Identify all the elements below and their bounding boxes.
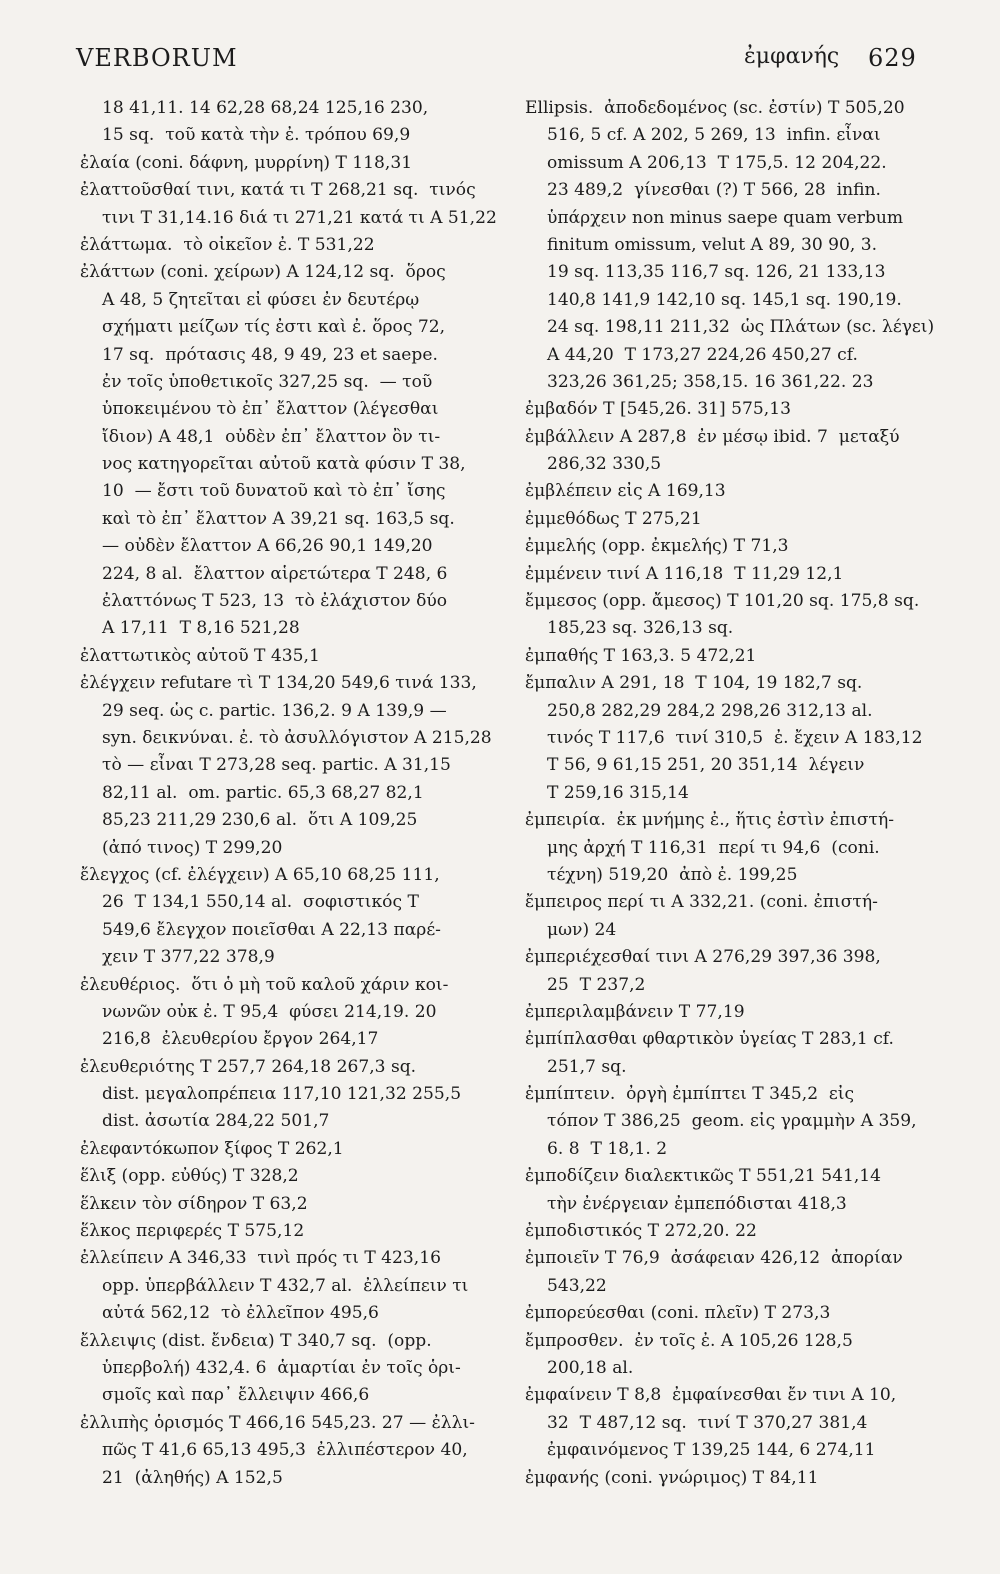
entry-continuation-line: 82,11 al. om. partic. 65,3 68,27 82,1 <box>102 782 424 803</box>
entry-headword-line: ἐμπειρία. ἐκ μνήμης ἐ., ἥτις ἐστὶν ἐπιστή- <box>525 810 895 831</box>
entry-continuation-line: 18 41,11. 14 62,28 68,24 125,16 230, <box>102 98 429 118</box>
entry-headword-line: ἐλαττωτικὸς αὐτοῦ T 435,1 <box>80 645 320 666</box>
entry-continuation-line: ἐλαττόνως T 523, 13 τὸ ἐλάχιστον δύο <box>102 591 448 612</box>
entry-continuation-line: 24 sq. 198,11 211,32 ὡς Πλάτων (sc. λέγει) <box>547 317 935 338</box>
entry-headword-line: ἐλευθεριότης T 257,7 264,18 267,3 sq. <box>80 1056 417 1077</box>
entry-headword-line: ἐλεφαντόκωπον ξίφος T 262,1 <box>80 1138 344 1159</box>
entry-continuation-line: syn. δεικνύναι. ἐ. τὸ ἀσυλλόγιστον A 215,28 <box>102 727 492 748</box>
entry-headword-line: ἐμφαίνειν T 8,8 ἐμφαίνεσθαι ἔν τινι A 10, <box>525 1385 897 1406</box>
entry-continuation-line: 216,8 ἐλευθερίου ἔργον 264,17 <box>102 1029 379 1050</box>
entry-continuation-line: 15 sq. τοῦ κατὰ τὴν ἐ. τρόπου 69,9 <box>102 125 411 146</box>
entry-continuation-line: 286,32 330,5 <box>547 454 662 475</box>
entry-continuation-line: ἐμφαινόμενος T 139,25 144, 6 274,11 <box>547 1440 876 1461</box>
entry-continuation-line: τινός T 117,6 τινί 310,5 ἐ. ἔχειν A 183,12 <box>547 727 923 748</box>
entry-continuation-line: 200,18 al. <box>547 1357 634 1378</box>
entry-headword-line: ἐλέγχειν refutare τὶ T 134,20 549,6 τινά 133, <box>80 673 477 694</box>
entry-continuation-line: 25 T 237,2 <box>547 974 646 995</box>
entry-continuation-line: A 17,11 T 8,16 521,28 <box>102 618 300 639</box>
entry-headword-line: ἐμμεθόδως T 275,21 <box>525 508 702 529</box>
entry-headword-line: ἐμβλέπειν εἰς A 169,13 <box>525 481 726 502</box>
entry-continuation-line: omissum A 206,13 T 175,5. 12 204,22. <box>547 152 887 173</box>
entry-continuation-line: dist. μεγαλοπρέπεια 117,10 121,32 255,5 <box>102 1084 462 1105</box>
entry-headword-line: ἐμπορεύεσθαι (coni. πλεῖν) T 273,3 <box>525 1303 831 1324</box>
entry-continuation-line: — οὐδὲν ἔλαττον A 66,26 90,1 149,20 <box>102 536 433 557</box>
entry-continuation-line: 251,7 sq. <box>547 1056 627 1077</box>
left-column <box>80 95 506 1492</box>
entry-continuation-line: ὑπάρχειν non minus saepe quam verbum <box>547 207 904 228</box>
entry-headword-line: ἐλαττοῦσθαί τινι, κατά τι T 268,21 sq. τινός <box>80 180 476 201</box>
entry-continuation-line: μης ἀρχή T 116,31 περί τι 94,6 (coni. <box>547 837 880 858</box>
entry-continuation-line: 516, 5 cf. A 202, 5 269, 13 infin. εἶναι <box>547 125 881 146</box>
entry-continuation-line: finitum omissum, velut A 89, 30 90, 3. <box>547 234 878 255</box>
entry-headword-line: ἔλεγχος (cf. ἐλέγχειν) A 65,10 68,25 111, <box>80 864 440 885</box>
entry-headword-line: ἕλκειν τὸν σίδηρον T 63,2 <box>80 1193 308 1214</box>
entry-headword-line: ἔμπειρος περί τι A 332,21. (coni. ἐπιστή- <box>525 892 878 913</box>
entry-headword-line: ἐμμένειν τινί A 116,18 T 11,29 12,1 <box>525 563 844 584</box>
entry-continuation-line: 29 seq. ὡς c. partic. 136,2. 9 A 139,9 — <box>102 700 447 721</box>
entry-headword-line: ἐμμελής (opp. ἐκμελής) T 71,3 <box>525 536 789 557</box>
entry-continuation-line: τὴν ἐνέργειαν ἐμπεπόδισται 418,3 <box>547 1193 847 1214</box>
entry-continuation-line: 26 T 134,1 550,14 al. σοφιστικός T <box>102 892 419 913</box>
entry-headword-line: ἔμπροσθεν. ἐν τοῖς ἐ. A 105,26 128,5 <box>525 1330 853 1351</box>
entry-continuation-line: (ἀπό τινος) T 299,20 <box>102 837 283 858</box>
entry-continuation-line: σχήματι μείζων τίς ἐστι καὶ ἐ. ὅρος 72, <box>102 317 446 338</box>
entry-continuation-line: αὐτά 562,12 τὸ ἐλλεῖπον 495,6 <box>102 1303 379 1324</box>
entry-headword-line: ἐλλείπειν A 346,33 τινὶ πρός τι T 423,16 <box>80 1248 441 1269</box>
entry-continuation-line: τὸ — εἶναι T 273,28 seq. partic. A 31,15 <box>102 755 451 776</box>
entry-headword-line: ἐμποιεῖν T 76,9 ἀσάφειαν 426,12 ἀπορίαν <box>525 1248 903 1269</box>
entry-headword-line: ἔμπαλιν A 291, 18 T 104, 19 182,7 sq. <box>525 673 863 694</box>
entry-headword-line: ἕλκος περιφερές T 575,12 <box>80 1221 305 1242</box>
entry-continuation-line: T 56, 9 61,15 251, 20 351,14 λέγειν <box>547 755 865 776</box>
entry-headword-line: ἔμμεσος (opp. ἄμεσος) T 101,20 sq. 175,8 sq. <box>525 591 920 612</box>
entry-continuation-line: 19 sq. 113,35 116,7 sq. 126, 21 133,13 <box>547 262 886 283</box>
entry-headword-line: Ellipsis. ἀποδεδομένος (sc. ἐστίν) T 505,20 <box>525 98 905 118</box>
entry-continuation-line: τινι T 31,14.16 διά τι 271,21 κατά τι A 51,22 <box>102 207 497 228</box>
entry-continuation-line: 17 sq. πρότασις 48, 9 49, 23 et saepe. <box>102 344 438 365</box>
entry-continuation-line: τέχνη) 519,20 ἀπὸ ἐ. 199,25 <box>547 864 798 885</box>
entry-continuation-line: A 44,20 T 173,27 224,26 450,27 cf. <box>547 344 858 365</box>
right-column <box>525 95 945 1492</box>
entry-continuation-line: 10 — ἔστι τοῦ δυνατοῦ καὶ τὸ ἐπ᾽ ἴσης <box>102 481 446 502</box>
entry-continuation-line: μων) 24 <box>547 919 617 940</box>
entry-continuation-line: ἐν τοῖς ὑποθετικοῖς 327,25 sq. — τοῦ <box>102 371 433 392</box>
entry-continuation-line: ἴδιον) A 48,1 οὐδὲν ἐπ᾽ ἔλαττον ὂν τι- <box>102 426 441 447</box>
entry-headword-line: ἐμπίπτειν. ὀργὴ ἐμπίπτει T 345,2 εἰς <box>525 1084 855 1105</box>
entry-continuation-line: 140,8 141,9 142,10 sq. 145,1 sq. 190,19. <box>547 289 902 310</box>
entry-continuation-line: ὑποκειμένου τὸ ἐπ᾽ ἔλαττον (λέγεσθαι <box>102 399 439 420</box>
entry-continuation-line: dist. ἀσωτία 284,22 501,7 <box>102 1111 330 1132</box>
entry-headword-line: ἐμπεριλαμβάνειν T 77,19 <box>525 1001 745 1022</box>
running-head: VERBORUM <box>76 44 238 72</box>
entry-continuation-line: νος κατηγορεῖται αὐτοῦ κατὰ φύσιν T 38, <box>102 454 466 475</box>
entry-continuation-line: τόπον T 386,25 geom. εἰς γραμμὴν A 359, <box>547 1111 917 1132</box>
entry-continuation-line: 224, 8 al. ἔλαττον αἱρετώτερα T 248, 6 <box>102 563 448 584</box>
entry-continuation-line: 543,22 <box>547 1275 607 1296</box>
entry-headword-line: ἐλάττων (coni. χείρων) A 124,12 sq. ὅρος <box>80 262 446 283</box>
entry-continuation-line: 32 T 487,12 sq. τινί T 370,27 381,4 <box>547 1412 868 1433</box>
entry-headword-line: ἐμβάλλειν A 287,8 ἐν μέσῳ ibid. 7 μεταξύ <box>525 426 900 447</box>
entry-continuation-line: A 48, 5 ζητεῖται εἰ φύσει ἐν δευτέρῳ <box>102 289 420 310</box>
entry-continuation-line: T 259,16 315,14 <box>547 782 689 803</box>
entry-headword-line: ἔλλειψις (dist. ἔνδεια) T 340,7 sq. (opp. <box>80 1330 432 1351</box>
entry-continuation-line: καὶ τὸ ἐπ᾽ ἔλαττον A 39,21 sq. 163,5 sq. <box>102 508 455 529</box>
entry-headword-line: ἐμφανής (coni. γνώριμος) T 84,11 <box>525 1467 819 1488</box>
entry-continuation-line: 23 489,2 γίνεσθαι (?) T 566, 28 infin. <box>547 180 881 201</box>
entry-headword-line: ἐμπαθής T 163,3. 5 472,21 <box>525 645 757 666</box>
entry-headword-line: ἐμποδίζειν διαλεκτικῶς T 551,21 541,14 <box>525 1166 882 1187</box>
catchword: ἐμφανής <box>744 44 840 69</box>
entry-headword-line: ἐλάττωμα. τὸ οἰκεῖον ἐ. T 531,22 <box>80 234 375 255</box>
entry-headword-line: ἐμπίπλασθαι φθαρτικὸν ὑγείας T 283,1 cf. <box>525 1029 894 1050</box>
entry-continuation-line: 549,6 ἔλεγχον ποιεῖσθαι A 22,13 παρέ- <box>102 919 441 940</box>
entry-continuation-line: 6. 8 T 18,1. 2 <box>547 1138 668 1159</box>
entry-headword-line: ἐμποδιστικός T 272,20. 22 <box>525 1221 757 1242</box>
entry-continuation-line: 250,8 282,29 284,2 298,26 312,13 al. <box>547 700 873 721</box>
entry-continuation-line: opp. ὑπερβάλλειν T 432,7 al. ἐλλείπειν τι <box>102 1275 469 1296</box>
entry-headword-line: ἐλλιπὴς ὁρισμός T 466,16 545,23. 27 — ἐλλι- <box>80 1412 475 1433</box>
entry-continuation-line: 21 (ἀληθής) A 152,5 <box>102 1467 283 1488</box>
entry-headword-line: ἐμπεριέχεσθαί τινι A 276,29 397,36 398, <box>525 947 881 968</box>
entry-continuation-line: χειν T 377,22 378,9 <box>102 947 275 968</box>
entry-continuation-line: ὑπερβολή) 432,4. 6 ἁμαρτίαι ἐν τοῖς ὁρι- <box>102 1357 461 1378</box>
entry-headword-line: ἕλιξ (opp. εὐθύς) T 328,2 <box>80 1166 299 1187</box>
entry-continuation-line: 323,26 361,25; 358,15. 16 361,22. 23 <box>547 371 874 392</box>
entry-continuation-line: 85,23 211,29 230,6 al. ὅτι A 109,25 <box>102 810 418 831</box>
entry-continuation-line: σμοῖς καὶ παρ᾽ ἔλλειψιν 466,6 <box>102 1385 370 1406</box>
entry-continuation-line: πῶς T 41,6 65,13 495,3 ἐλλιπέστερον 40, <box>102 1440 468 1461</box>
page-number: 629 <box>868 44 917 72</box>
entry-headword-line: ἐλευθέριος. ὅτι ὁ μὴ τοῦ καλοῦ χάριν κοι- <box>80 974 449 995</box>
entry-continuation-line: νωνῶν οὐκ ἐ. T 95,4 φύσει 214,19. 20 <box>102 1001 437 1022</box>
entry-headword-line: ἐμβαδόν T [545,26. 31] 575,13 <box>525 399 791 420</box>
entry-headword-line: ἐλαία (coni. δάφνη, μυρρίνη) T 118,31 <box>80 152 413 173</box>
entry-continuation-line: 185,23 sq. 326,13 sq. <box>547 618 734 639</box>
